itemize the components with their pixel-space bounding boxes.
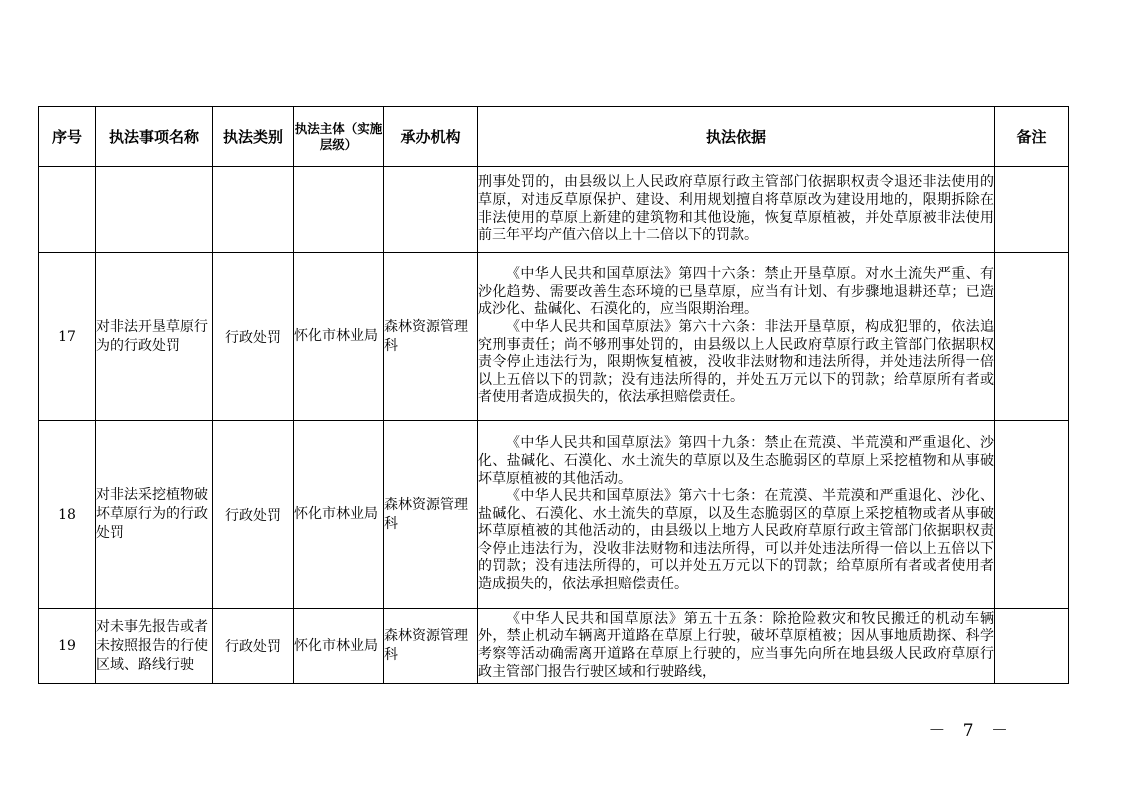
header-name: 执法事项名称: [96, 107, 213, 167]
page-number: － 7 －: [928, 721, 1014, 741]
cell-remark: [995, 609, 1069, 684]
table-row: [39, 421, 1069, 609]
cell-basis: [478, 167, 995, 253]
cell-category: 行政处罚: [213, 609, 294, 684]
basis-paragraph: 《中华人民共和国草原法》第五十五条：除抢险救灾和牧民搬迁的机动车辆外，禁止机动车辆离开道路在草原上行驶，破坏草原植被；因从事地质勘探、科学考察等活动确需离开道路在草原上行驶的，应当事先向所在地县级人民政府草原行政主管部门报告行驶区域和行驶路线，: [478, 610, 994, 680]
header-subject: 执法主体（实施层级）: [294, 107, 384, 167]
header-row: [39, 107, 1069, 167]
basis-paragraph: 《中华人民共和国草原法》第四十九条：禁止在荒漠、半荒漠和严重退化、沙化、盐碱化、石漠化、水土流失的草原以及生态脆弱区的草原上采挖植物和从事破坏草原植被的其他活动。: [478, 435, 994, 487]
cell-basis: [478, 609, 995, 684]
cell-category: 行政处罚: [213, 253, 294, 421]
cell-name: 对未事先报告或者未按照报告的行使区域、路线行驶: [96, 609, 213, 684]
cell-org: 森林资源管理科: [384, 253, 478, 421]
cell-no: 17: [39, 253, 96, 421]
cell-name: [96, 167, 213, 253]
cell-no: 19: [39, 609, 96, 684]
cell-no: [39, 167, 96, 253]
table-row: [39, 609, 1069, 684]
cell-subject: [294, 167, 384, 253]
header-org: 承办机构: [384, 107, 478, 167]
cell-no: 18: [39, 421, 96, 609]
cell-category: 行政处罚: [213, 421, 294, 609]
header-remark: 备注: [995, 107, 1069, 167]
cell-org: [384, 167, 478, 253]
cell-category: [213, 167, 294, 253]
cell-org: 森林资源管理科: [384, 609, 478, 684]
header-basis: 执法依据: [478, 107, 995, 167]
cell-remark: [995, 167, 1069, 253]
basis-paragraph: 刑事处罚的，由县级以上人民政府草原行政主管部门依据职权责令退还非法使用的草原，对违反草原保护、建设、利用规划擅自将草原改为建设用地的，限期拆除在非法使用的草原上新建的建筑物和其他设施，恢复草原植被，并处草原被非法使用前三年平均产值六倍以上十二倍以下的罚款。: [478, 174, 994, 244]
cell-name: 对非法开垦草原行为的行政处罚: [96, 253, 213, 421]
enforcement-table: [38, 106, 1069, 684]
header-category: 执法类别: [213, 107, 294, 167]
cell-remark: [995, 253, 1069, 421]
basis-paragraph: 《中华人民共和国草原法》第六十七条：在荒漠、半荒漠和严重退化、沙化、盐碱化、石漠化、水土流失的草原，以及生态脆弱区的草原上采挖植物或者从事破坏草原植被的其他活动的，由县级以上地方人民政府草原行政主管部门依据职权责令停止违法行为，没收非法财物和违法所得，可以并处违法所得一倍以上五倍以下的罚款；没有违法所得的，可以并处五万元以下的罚款；给草原所有者或者使用者造成损失的，依法承担赔偿责任。: [478, 488, 994, 593]
cell-subject: 怀化市林业局: [294, 609, 384, 684]
table-row: [39, 253, 1069, 421]
cell-basis: [478, 253, 995, 421]
cell-remark: [995, 421, 1069, 609]
cell-subject: 怀化市林业局: [294, 421, 384, 609]
basis-paragraph: 《中华人民共和国草原法》第六十六条：非法开垦草原，构成犯罪的，依法追究刑事责任；尚不够刑事处罚的，由县级以上人民政府草原行政主管部门依据职权责令停止违法行为，限期恢复植被，没收非法财物和违法所得，并处违法所得一倍以上五倍以下的罚款；没有违法所得的，并处五万元以下的罚款；给草原所有者或者使用者造成损失的，依法承担赔偿责任。: [478, 318, 994, 406]
cell-subject: 怀化市林业局: [294, 253, 384, 421]
table-row: [39, 167, 1069, 253]
cell-name: 对非法采挖植物破坏草原行为的行政处罚: [96, 421, 213, 609]
basis-paragraph: 《中华人民共和国草原法》第四十六条：禁止开垦草原。对水土流失严重、有沙化趋势、需要改善生态环境的已垦草原，应当有计划、有步骤地退耕还草；已造成沙化、盐碱化、石漠化的，应当限期治理。: [478, 266, 994, 318]
cell-org: 森林资源管理科: [384, 421, 478, 609]
header-no: 序号: [39, 107, 96, 167]
cell-basis: [478, 421, 995, 609]
